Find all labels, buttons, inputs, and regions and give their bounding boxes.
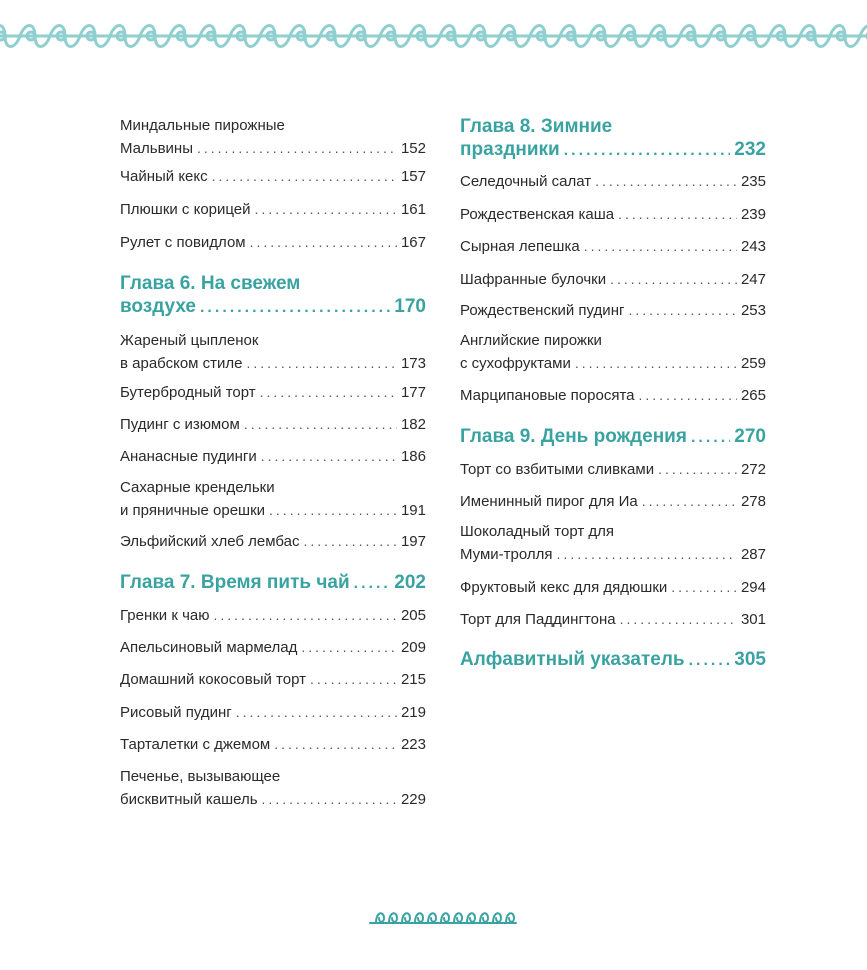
chapter-title: Алфавитный указатель <box>460 649 685 670</box>
page-number: 167 <box>400 234 426 251</box>
page-number: 265 <box>740 387 766 404</box>
toc-entry <box>460 490 766 513</box>
toc-entry-line <box>460 352 766 375</box>
dot-leader <box>246 352 396 374</box>
recipe-title: Мальвины <box>120 140 193 157</box>
chapter-title: Глава 9. День рождения <box>460 426 687 447</box>
recipe-title: Шоколадный торт для <box>460 523 615 540</box>
page-number: 243 <box>740 238 766 255</box>
toc-entry-line <box>120 499 426 522</box>
toc-entry-line <box>120 668 426 691</box>
toc-entry-line <box>120 413 426 436</box>
page-number: 152 <box>400 140 426 157</box>
toc-entry <box>460 203 766 226</box>
dot-leader <box>575 352 737 374</box>
toc-entry <box>460 299 766 322</box>
dot-leader <box>618 203 737 225</box>
recipe-title: Именинный пирог для Иа <box>460 493 638 510</box>
page-number: 215 <box>400 671 426 688</box>
toc-entry <box>460 268 766 291</box>
toc-entry-line <box>120 352 426 375</box>
page-number: 205 <box>400 607 426 624</box>
toc-entry-line <box>120 137 426 160</box>
toc-entry <box>120 413 426 436</box>
recipe-title: Сырная лепешка <box>460 238 580 255</box>
toc-entry <box>460 170 766 193</box>
toc-entry <box>120 604 426 627</box>
page-number: 270 <box>734 426 766 447</box>
toc-entry-line <box>120 766 426 788</box>
recipe-title: Бутербродный торт <box>120 384 256 401</box>
dot-leader <box>595 170 737 192</box>
recipe-title: Ананасные пудинги <box>120 448 257 465</box>
dot-leader <box>310 668 397 690</box>
recipe-title: Чайный кекс <box>120 168 208 185</box>
toc-entry-line <box>120 115 426 137</box>
dot-leader <box>691 426 730 449</box>
toc-entry-line <box>120 571 426 595</box>
toc-chapter-entry <box>460 115 766 162</box>
dot-leader <box>197 137 397 159</box>
dot-leader <box>642 490 737 512</box>
recipe-title: Фруктовый кекс для дядюшки <box>460 579 668 596</box>
toc-entry <box>120 381 426 404</box>
toc-entry-line <box>120 477 426 499</box>
page-number: 294 <box>740 579 766 596</box>
toc-entry <box>120 530 426 553</box>
toc-entry-line <box>460 299 766 322</box>
recipe-title: и пряничные орешки <box>120 502 266 519</box>
recipe-title: бисквитный кашель <box>120 791 258 808</box>
toc-entry-line <box>460 235 766 258</box>
page-number: 197 <box>400 533 426 550</box>
dot-leader <box>620 608 737 630</box>
page-number: 223 <box>400 736 426 753</box>
page-number: 235 <box>740 173 766 190</box>
recipe-title: Рождественская каша <box>460 206 615 223</box>
toc-entry-line <box>460 115 766 138</box>
page-number: 202 <box>394 572 426 593</box>
recipe-title: Рождественский пудинг <box>460 302 625 319</box>
toc-entry-line <box>120 636 426 659</box>
recipe-title: Рулет с повидлом <box>120 234 246 251</box>
top-ornament-border <box>0 14 867 58</box>
toc-entry-line <box>120 295 426 319</box>
recipe-title: Селедочный салат <box>460 173 592 190</box>
chapter-title: воздухе <box>120 296 196 317</box>
page-number: 182 <box>400 416 426 433</box>
toc-entry-line <box>120 272 426 295</box>
toc-entry <box>460 384 766 407</box>
toc-entry <box>460 235 766 258</box>
bottom-ornament-path <box>370 913 516 923</box>
bottom-ornament <box>368 905 518 933</box>
toc-entry <box>120 668 426 691</box>
recipe-title: Торт со взбитыми сливками <box>460 461 655 478</box>
toc-entry-line <box>120 198 426 221</box>
toc-entry <box>120 231 426 254</box>
recipe-title: Апельсиновый мармелад <box>120 639 298 656</box>
dot-leader <box>250 231 397 253</box>
page-number: 157 <box>400 168 426 185</box>
dot-leader <box>200 296 390 319</box>
toc-entry-line <box>460 458 766 481</box>
dot-leader <box>557 543 737 565</box>
toc-entry <box>120 198 426 221</box>
page-number: 209 <box>400 639 426 656</box>
toc-entry-line <box>120 701 426 724</box>
toc-entry <box>460 608 766 631</box>
toc-entry-line <box>120 381 426 404</box>
toc-entry-line <box>460 576 766 599</box>
dot-leader <box>628 299 737 321</box>
page-number: 161 <box>400 201 426 218</box>
chapter-title: Глава 6. На свежем <box>120 273 301 294</box>
dot-leader <box>244 413 397 435</box>
recipe-title: Муми-тролля <box>460 546 553 563</box>
recipe-title: в арабском стиле <box>120 355 243 372</box>
recipe-title: Печенье, вызывающее <box>120 768 281 785</box>
page-number: 173 <box>400 355 426 372</box>
dot-leader <box>689 649 731 672</box>
toc-entry-line <box>120 604 426 627</box>
dot-leader <box>564 139 731 162</box>
toc-entry <box>120 701 426 724</box>
page-number: 278 <box>740 493 766 510</box>
chapter-title: Глава 8. Зимние <box>460 116 613 137</box>
toc-entry-line <box>460 384 766 407</box>
recipe-title: Шафранные булочки <box>460 271 607 288</box>
recipe-title: Жареный цыпленок <box>120 332 259 349</box>
toc-entry <box>120 477 426 522</box>
recipe-title: Пудинг с изюмом <box>120 416 240 433</box>
toc-entry-line <box>120 733 426 756</box>
dot-leader <box>639 384 737 406</box>
chapter-title: Глава 7. Время пить чай <box>120 572 350 593</box>
toc-entry <box>120 445 426 468</box>
page-number: 229 <box>400 791 426 808</box>
toc-entry-line <box>120 530 426 553</box>
dot-leader <box>584 235 737 257</box>
dot-leader <box>255 198 397 220</box>
toc-entry-line <box>120 231 426 254</box>
toc-entry-line <box>460 268 766 291</box>
toc-chapter-entry <box>460 425 766 449</box>
dot-leader <box>658 458 737 480</box>
dot-leader <box>212 165 397 187</box>
page-number: 170 <box>394 296 426 317</box>
dot-leader <box>301 636 397 658</box>
toc-entry <box>120 330 426 375</box>
page-number: 305 <box>734 649 766 670</box>
dot-leader <box>261 445 397 467</box>
page-number: 232 <box>734 139 766 160</box>
dot-leader <box>236 701 397 723</box>
toc-entry-line <box>460 138 766 162</box>
recipe-title: с сухофруктами <box>460 355 571 372</box>
dot-leader <box>274 733 397 755</box>
chapter-title: праздники <box>460 139 560 160</box>
page-number: 272 <box>740 461 766 478</box>
page-number: 239 <box>740 206 766 223</box>
toc-entry-line <box>460 543 766 566</box>
recipe-title: Эльфийский хлеб лембас <box>120 533 300 550</box>
toc-entry <box>120 636 426 659</box>
toc-entry <box>460 330 766 375</box>
recipe-title: Сахарные крендельки <box>120 479 275 496</box>
page-number: 177 <box>400 384 426 401</box>
toc-entry <box>460 521 766 566</box>
recipe-title: Домашний кокосовый торт <box>120 671 306 688</box>
recipe-title: Марципановые поросята <box>460 387 635 404</box>
toc-entry-line <box>460 490 766 513</box>
toc-entry <box>460 458 766 481</box>
page-number: 301 <box>740 611 766 628</box>
recipe-title: Тарталетки с джемом <box>120 736 271 753</box>
toc-entry <box>120 165 426 188</box>
toc-entry-line <box>120 330 426 352</box>
dot-leader <box>671 576 737 598</box>
recipe-title: Гренки к чаю <box>120 607 210 624</box>
toc-entry-line <box>460 203 766 226</box>
toc-entry <box>460 576 766 599</box>
dot-leader <box>610 268 737 290</box>
toc-entry-line <box>120 788 426 811</box>
toc-entry-line <box>460 425 766 449</box>
toc-entry-line <box>460 170 766 193</box>
dot-leader <box>262 788 397 810</box>
page-number: 186 <box>400 448 426 465</box>
dot-leader <box>269 499 397 521</box>
toc-entry-line <box>460 521 766 543</box>
dot-leader <box>260 381 397 403</box>
toc-entry <box>120 733 426 756</box>
page-number: 259 <box>740 355 766 372</box>
toc-chapter-entry <box>120 571 426 595</box>
toc-entry-line <box>460 648 766 672</box>
toc-entry <box>120 766 426 811</box>
recipe-title: Миндальные пирожные <box>120 117 285 134</box>
toc-entry-line <box>120 445 426 468</box>
recipe-title: Плюшки с корицей <box>120 201 251 218</box>
toc-chapter-entry <box>460 648 766 672</box>
toc-chapter-entry <box>120 272 426 319</box>
recipe-title: Торт для Паддингтона <box>460 611 616 628</box>
toc-entry-line <box>460 608 766 631</box>
page-number: 191 <box>400 502 426 519</box>
recipe-title: Английские пирожки <box>460 332 602 349</box>
dot-leader <box>303 530 397 552</box>
toc-entry <box>120 115 426 160</box>
dot-leader <box>214 604 397 626</box>
toc-entry-line <box>460 330 766 352</box>
page-number: 219 <box>400 704 426 721</box>
page-number: 287 <box>740 546 766 563</box>
page-number: 253 <box>740 302 766 319</box>
recipe-title: Рисовый пудинг <box>120 704 232 721</box>
page-number: 247 <box>740 271 766 288</box>
dot-leader <box>354 572 391 595</box>
toc-entry-line <box>120 165 426 188</box>
